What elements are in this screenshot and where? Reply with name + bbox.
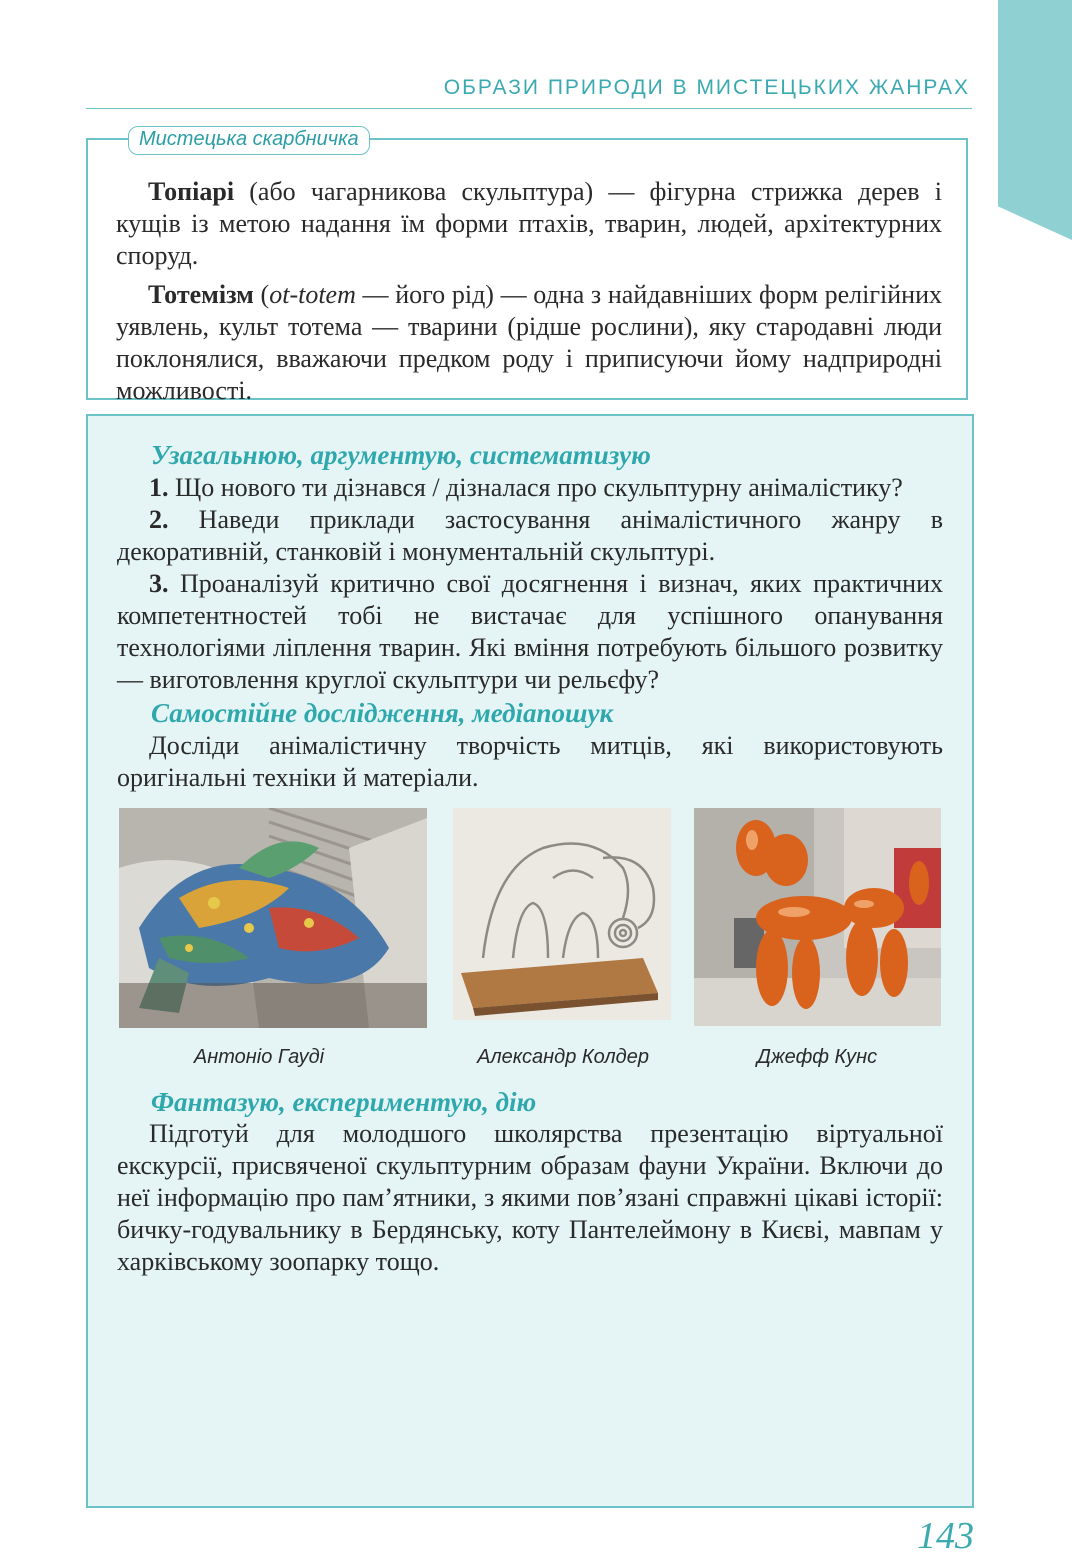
treasury-label: Мистецька скарбничка	[128, 126, 370, 155]
heading-research: Самостійне дослідження, медіапошук	[151, 698, 614, 728]
question-2	[117, 504, 943, 568]
definition-text: (або чагарникова скульптура) — фігурна стрижка дерев і кущів із метою надання їм форми птахів, тварин, людей, архітектурних споруд.	[116, 177, 942, 270]
definition-totemism	[116, 279, 942, 407]
question-1	[117, 472, 943, 504]
artwork-photos	[117, 808, 943, 1118]
question-3	[117, 568, 943, 696]
treasury-body	[116, 176, 942, 407]
question-number: 1.	[149, 473, 169, 502]
term-topiary: Топіарі	[148, 177, 235, 206]
photo-calder-wire	[453, 808, 671, 1020]
question-number: 2.	[149, 505, 169, 534]
tasks-box	[86, 414, 974, 1508]
page-number: 143	[917, 1515, 974, 1557]
heading-fantasy: Фантазую, експериментую, дію	[151, 1087, 537, 1117]
caption-koons: Джефф Кунс	[756, 1046, 878, 1068]
etymology: ot-totem	[269, 280, 356, 309]
running-header	[86, 74, 972, 109]
definition-text: — його рід) — одна з найдавніших форм релігійних уявлень, культ тотема — тварини (рідше рослини), яку стародавні люди поклонялися, вважаючи предком роду і приписуючи йому надприродні можливості.	[116, 280, 942, 405]
question-text: Що нового ти дізнався / дізналася про скульптурну анімалістику?	[168, 473, 903, 502]
question-text: Проаналізуй критично свої досягнення і визнач, яких практичних компетентностей тобі не вистачає для успішного опанування технологіями ліплення тварин. Які вміння потребують більшого розвитку — виготовлення круглої скульптури чи рельєфу?	[117, 569, 943, 694]
tasks-content	[117, 438, 943, 1278]
running-title: ОБРАЗИ ПРИРОДИ В МИСТЕЦЬКИХ ЖАНРАХ	[443, 76, 970, 99]
art-treasury-box	[86, 128, 968, 405]
question-number: 3.	[149, 569, 169, 598]
definition-topiary	[116, 176, 942, 272]
photo-gaudi-dragon	[119, 808, 427, 1028]
page-corner-tab	[998, 0, 1072, 240]
definition-paren: (	[253, 280, 270, 309]
heading-generalize: Узагальнюю, аргументую, систематизую	[151, 440, 651, 470]
question-text: Наведи приклади застосування анімалістичного жанру в декоративній, станковій і монументальній скульптурі.	[117, 505, 943, 566]
caption-gaudi: Антоніо Гауді	[193, 1046, 325, 1068]
term-totemism: Тотемізм	[148, 280, 254, 309]
photo-koons-balloon-dog	[694, 808, 941, 1026]
caption-calder: Александр Колдер	[477, 1046, 649, 1068]
research-text: Досліди анімалістичну творчість митців, які використовують оригінальні техніки й матеріали.	[117, 731, 943, 792]
fantasy-text: Підготуй для молодшого школярства презентацію віртуальної екскурсії, присвяченої скульптурним образам фауни України. Включи до неї інформацію про пам’ятники, з якими пов’язані справжні цікаві історії: бичку-годувальнику в Бердянську, коту Пантелеймону в Києві, мавпам у харківському зоопарку тощо.	[117, 1119, 943, 1276]
